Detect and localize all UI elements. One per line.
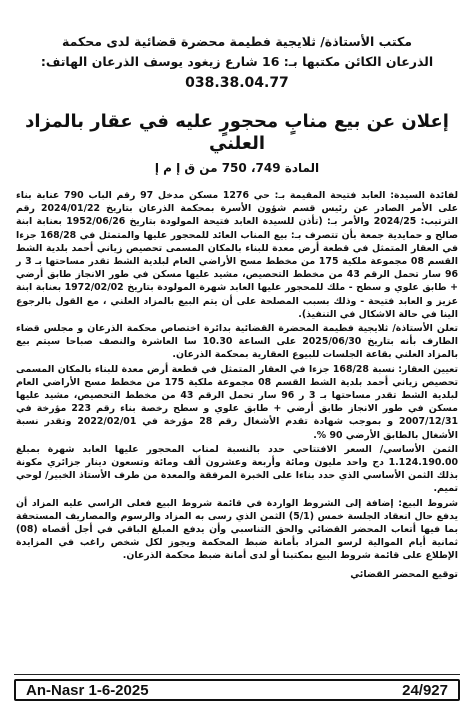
footer-divider <box>14 674 460 675</box>
bailiff-signature: توقيع المحضر القضائي <box>350 568 458 580</box>
bailiff-office-header <box>16 32 458 93</box>
notice-body <box>16 189 458 563</box>
publication-footer <box>14 679 460 701</box>
paragraph-property: تعيين العقار: نسبة 168/28 جزءا في العقار المتمثل في قطعة أرض معدة للبناء بالمكان المسمى تحصيص زياني أحمد بلدية الشط القسم 08 مجموعة ملكية 175 من مخطط مسح الأراضي العام لبلدية الشط تقدر مساحتها بـ 3 ر 96 سار تحمل الرقم 43 من مخطط التحصيص، مشيد عليها مسكن في طور الانجاز طابق أرضي + طابق علوي و سطح رخصة بناء رقم 223 مؤرخة في 2007/12/31 و بموجب شهادة تقدم الأشغال رقم 28 مؤرخة في 2022/02/01 وتقدر نسبة الأشغال بالطابق الأرضي 90 %. <box>16 363 459 441</box>
paragraph-sale-conditions: شروط البيع: إضافة إلى الشروط الواردة في قائمة شروط البيع فعلى الراسي عليه المزاد أن يدفع حال انعقاد الجلسة خمس (5/1) الثمن الذي رسى به المزاد والرسوم والمصاريف المستحقة بما فيها أتعاب المحضر القضائي والحق التناسبي وأن يدفع المبلغ الباقي في أجل أقصاه (08) ثمانية أيام الموالية لرسو المزاد بأمانة ضبط المحكمة ويجوز لكل شخص راغب في المزايدة الإطلاع على قائمة شروط البيع بمكتبنا أو لدى أمانة ضبط محكمة الذرعان. <box>16 497 459 562</box>
publication-ref: 24/927 <box>402 681 448 699</box>
header-line-address: الذرعان الكائن مكتبها بـ: 16 شارع زيغود يوسف الذرعان الهاتف: <box>40 54 434 69</box>
notice-title: إعلان عن بيع منابٍ محجورٍ عليه في عقار بالمزاد العلني <box>25 111 449 154</box>
publication-name-date: An-Nasr 1-6-2025 <box>26 681 149 699</box>
notice-subtitle: المادة 749، 750 من ق إ م إ <box>154 161 320 175</box>
paragraph-base-price: الثمن الأساسي/ السعر الافتتاحي حدد بالنسبة لمناب المحجور عليها العابد شهرة بمبلغ 1.124.190.00 دج واحد مليون ومائة وأربعة وعشرون ألف ومائة وتسعون دينار جزائري مكونة بذلك الثمن الأساسي الذي حدد بناءا على الخبرة المرفقة والمعدة من طرف الأستاذ الخبير/ لوحي تميم. <box>16 443 458 495</box>
header-phone: 038.38.04.77 <box>185 75 289 91</box>
header-line-office: مكتب الأستاذة/ ثلايجية فطيمة محضرة قضائية لدى محكمة <box>62 34 412 49</box>
paragraph-auction-date: تعلن الأستاذة/ ثلايجية فطيمة المحضرة القضائية بدائرة اختصاص محكمة الذرعان و مجلس قضاء الطارف بأنه بتاريخ 2025/06/30 على الساعة 10.30 سا العاشرة والنصف صباحا سيتم بيع بالمزاد العلني بقاعة الجلسات للبيوع العقارية بمحكمة الذرعان. <box>16 323 458 361</box>
paragraph-beneficiary: لفائدة السيدة: العابد فتيحة المقيمة بـ: حي 1276 مسكن مدخل 97 رقم الباب 790 عنابة بناء على الأمر الصادر عن رئيس قسم شؤون الأسرة بمحكمة الذرعان بتاريخ 2024/01/22 رقم الترتيب: 2024/25 والأمر بـ: (تأذن للسيدة العابد فتيحة المولودة بتاريخ 1952/06/26 بعنابة ابنة صالح و حمايدية جمعة بأن تتصرف بـ: بيع المناب العائد للمحجور عليها والمتمثل في 168/28 جزءا في العقار المتمثل في قطعة أرض معدة للبناء بالمكان المسمى تحصيص زياني أحمد بلدية الشط القسم 08 مجموعة ملكية 175 من مخطط مسح الأراضي العام لبلدية الشط تقدر مساحتها بـ 3 ر 96 سار تحمل الرقم 43 من مخطط التحصيص، مشيد عليها مسكن في طور الانجاز طابق أرضي + طابق علوي و سطح - ملك للمحجور عليها العابد شهرة المولودة بتاريخ 1972/02/02 بعنابة ابنة عزيز و العابد فتيحة - وذلك بسبب المصلحة على أن يتم البيع بالمزاد العلني ، مع القول بالرجوع الينا في حالة الاشكال في التنفيذ). <box>16 190 459 320</box>
